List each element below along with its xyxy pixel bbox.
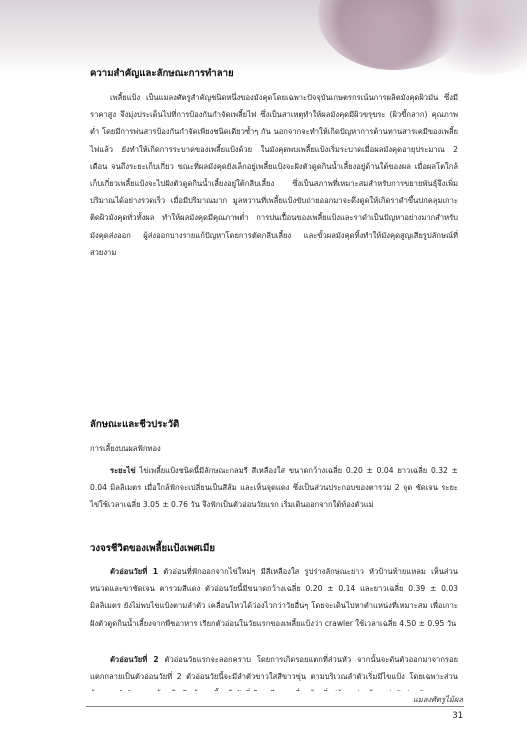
section-title-life-cycle: วงจรชีวิตของเพลี้ยแป้งเพศเมีย xyxy=(90,543,215,554)
paragraph-first-instar: ตัวอ่อนวัยที่ 1 ตัวอ่อนที่ฟักออกจากไข่ใหม่ๆ มีสีเหลืองใส รูปร่างลักษณะยาว หัวป้านท้ายแหลม เห็นส่วนหนวดและขาชัดเจน ตารวมสีแดง ตัวอ่อนวัยนี้มีขนาดกว้างเฉลี่ย 0.20 ± 0.14 และยาวเฉลี่ย 0.39 ± 0.03 มิลลิเมตร ยังไม่พบไขแป้งตามลำตัว เคลื่อนไหวได้ว่องไวกว่าวัยอื่นๆ โดยจะเดินไปหาตำแหน่งที่เหมาะสม เพื่อเกาะฝังตัวดูดกินน้ำเลี้ยงจากพืชอาหาร เรียกตัวอ่อนในวัยแรกของเพลี้ยแป้งว่า crawler ใช้เวลาเฉลี่ย 4.50 ± 0.95 วัน xyxy=(90,567,459,628)
lead-term: ตัวอ่อนวัยที่ 1 xyxy=(110,567,158,576)
section-title-importance: ความสำคัญและลักษณะการทำลาย xyxy=(90,68,234,79)
section-title-biology: ลักษณะและชีวประวัติ xyxy=(90,419,180,430)
running-title: แมลงศัตรูไม้ผล xyxy=(412,695,463,704)
paragraph-importance: เพลี้ยแป้ง เป็นแมลงศัตรูสำคัญชนิดหนึ่งของมังคุดโดยเฉพาะปัจจุบันเกษตรกรเน้นการผลิตมังคุดผิวมัน ซึ่งมีราคาสูง จึงมุ่งประเด็นไปที่การป้องกันกำจัดเพลี้ยไฟ ซึ่งเป็นสาเหตุทำให้ผลมังคุดมีผิวขรุขระ (ผิวขี้กลาก) คุณภาพต่ำ โดยมีการพ่นสารป้องกันกำจัดเพียงชนิดเดียวซ้ำๆ กัน นอกจากจะทำให้เกิดปัญหาการต้านทานสารเคมีของเพลี้ยไฟแล้ว ยังทำให้เกิดการระบาดของเพลี้ยแป้งด้วย ในมังคุดพบเพลี้ยแป้งเริ่มระบาดเมื่อผลมังคุดอายุประมาณ 2 เดือน จนถึงระยะเก็บเกี่ยว ขณะที่ผลมังคุดยังเล็กอยู่เพลี้ยแป้งจะฝังตัวดูดกินน้ำเลี้ยงอยู่ด้านใต้ของผล เมื่อผลโตใกล้เก็บเกี่ยวเพลี้ยแป้งจะไปฝังตัวดูดกินน้ำเลี้ยงอยู่ใต้กลีบเลี้ยง ซึ่งเป็นสภาพที่เหมาะสมสำหรับการขยายพันธุ์จึงเพิ่มปริมาณได้อย่างรวดเร็ว เมื่อมีปริมาณมาก มูลหวานที่เพลี้ยแป้งขับถ่ายออกมาจะดึงดูดให้เกิดราดำขึ้นปกคลุมเกาะติดผิวมังคุดทั่วทั้งผล ทำให้ผลมังคุดมีคุณภาพต่ำ การปนเปื้อนของเพลี้ยแป้งและราดำเป็นปัญหาอย่างมากสำหรับมังคุดส่งออก ผู้ส่งออกบางรายแก้ปัญหาโดยการตัดกลีบเลี้ยง และขั้วผลมังคุดทิ้งทำให้มังคุดสูญเสียรูปลักษณ์ที่สวยงาม xyxy=(90,93,458,257)
lead-term: ระยะไข่ xyxy=(110,466,136,475)
paragraph-second-instar: ตัวอ่อนวัยที่ 2 ตัวอ่อนวัยแรกจะลอกคราบ โดยการเกิดรอยแตกที่ส่วนหัว จากนั้นจะดันตัวออกมาจากรอยแตกกลายเป็นตัวอ่อนวัยที่ 2 ตัวอ่อนวัยนี้จะมีลำตัวขาวใสสีขาวขุ่น ตามบริเวณลำตัวเริ่มมีไขแป้ง โดยเฉพาะส่วน xyxy=(90,655,458,682)
footer-divider xyxy=(86,706,464,707)
paragraph-egg-stage: ระยะไข่ ไข่เพลี้ยแป้งชนิดนี้มีลักษณะกลมรี สีเหลืองใส ขนาดกว้างเฉลี่ย 0.20 ± 0.04 ยาวเฉลี่ย 0.32 ± 0.04 มิลลิเมตร เมื่อใกล้ฟักจะเปลี่ยนเป็นสีส้ม และเห็นจุดแดง ซึ่งเป็นส่วนประกอบของตารวม 2 จุด ชัดเจน ระยะไข่ใช้เวลาเฉลี่ย 3.05 ± 0.76 วัน จึงฟักเป็นตัวอ่อนวัยแรก เริ่มเดินออกจากใต้ท้องตัวแม่ xyxy=(90,466,458,510)
rearing-method-text: การเลี้ยงบนผลฟักทอง xyxy=(90,444,161,453)
lead-term: ตัวอ่อนวัยที่ 2 xyxy=(110,655,159,664)
page-number: 31 xyxy=(452,710,463,720)
